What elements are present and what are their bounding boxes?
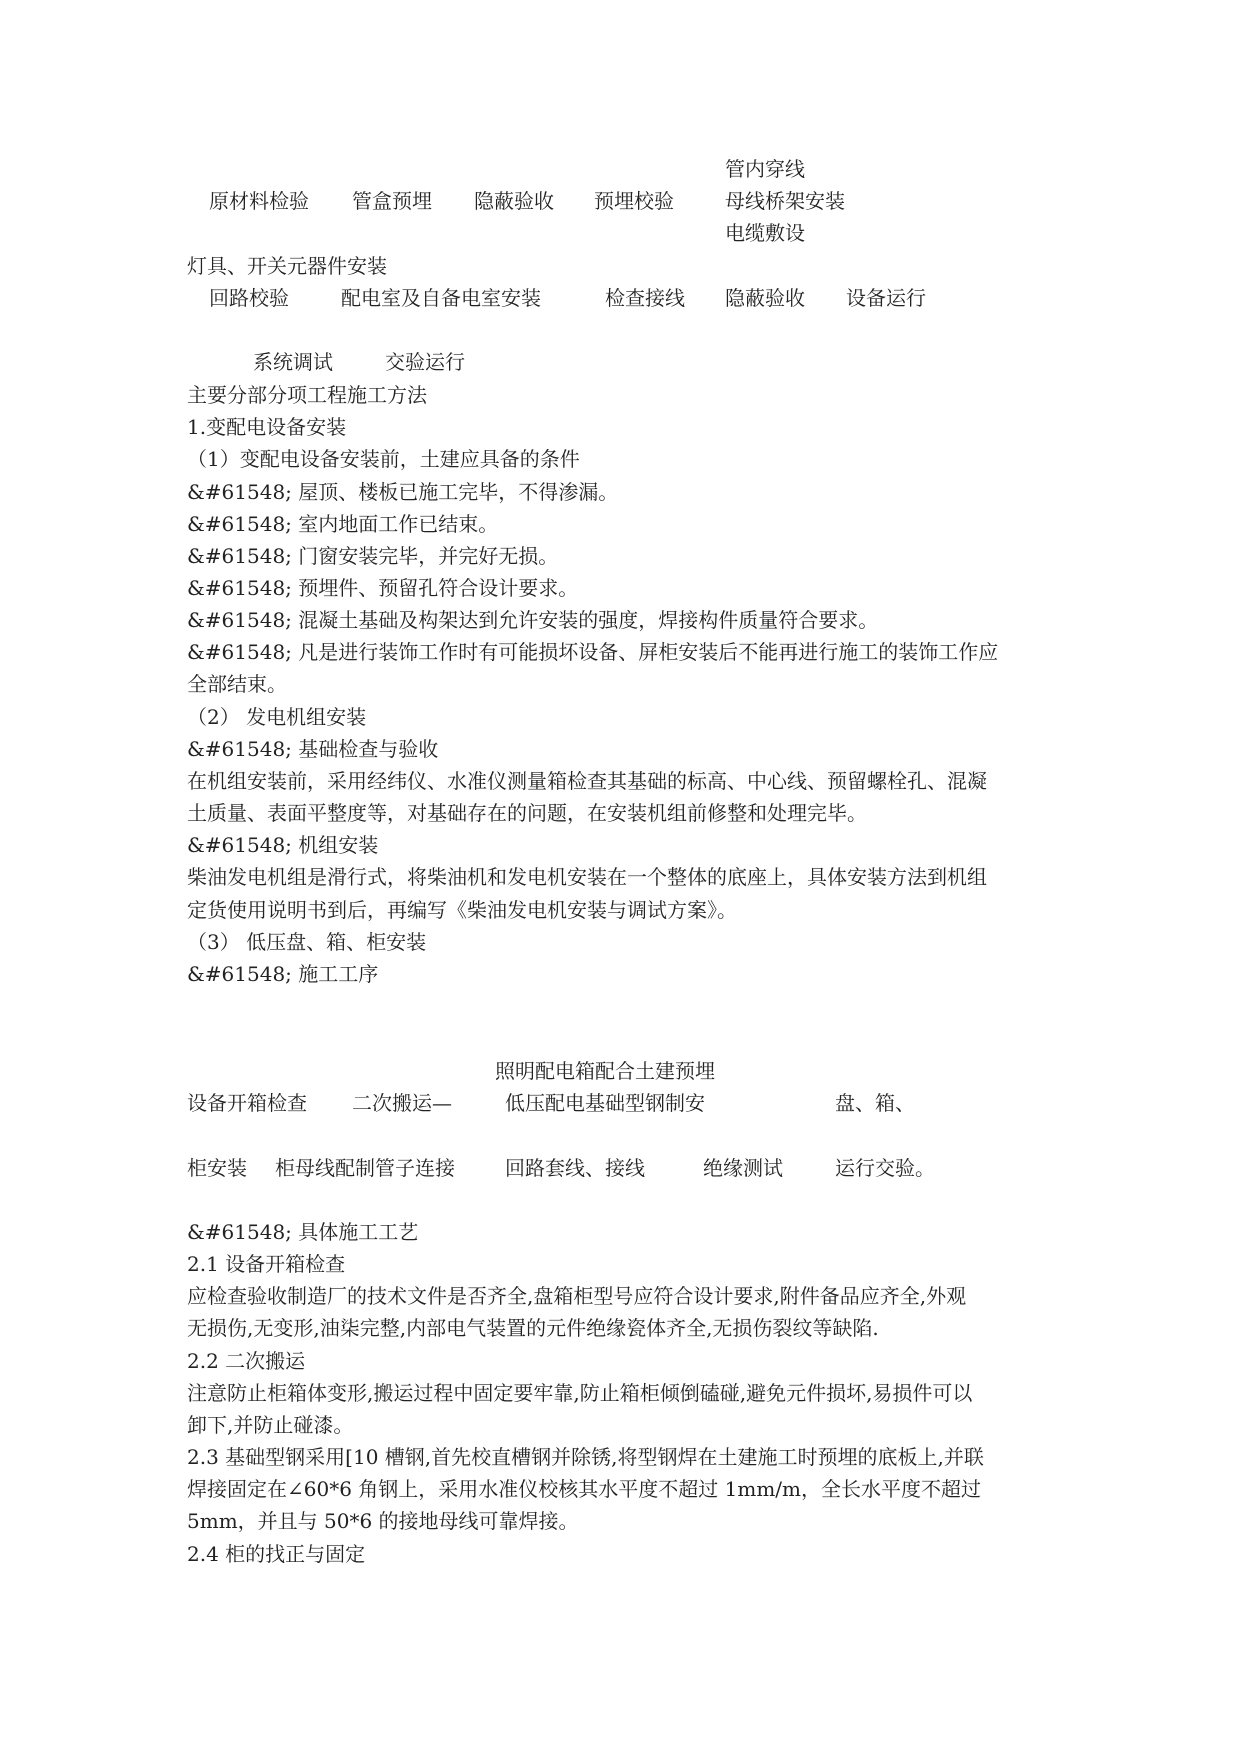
flow2-step-base-steel: 低压配电基础型钢制安 [505, 1091, 705, 1115]
paragraph-line: 注意防止柜箱体变形,搬运过程中固定要牢靠,防止箱柜倾倒磕碰,避免元件损坏,易损件可以 [187, 1381, 973, 1405]
bullet-item: &#61548; 基础检查与验收 [187, 737, 439, 761]
paragraph-line: 定货使用说明书到后，再编写《柴油发电机安装与调试方案》。 [187, 898, 737, 922]
flow-step-lighting: 灯具、开关元器件安装 [187, 254, 387, 278]
flow-step-concealed-check-2: 隐蔽验收 [725, 286, 805, 310]
flow2-step-insulation-test: 绝缘测试 [703, 1156, 783, 1180]
flow-step-handover: 交验运行 [385, 350, 465, 374]
flow-step-circuit-check: 回路校验 [209, 286, 289, 310]
subsection-2-3: 2.3 基础型钢采用[10 槽钢,首先校直槽钢并除锈,将型钢焊在土建施工时预埋的底板上,并联 [187, 1445, 984, 1469]
subsection-1-3: （3） 低压盘、箱、柜安装 [187, 930, 427, 954]
subsection-2-4: 2.4 柜的找正与固定 [187, 1542, 366, 1566]
flow2-top-label: 照明配电箱配合土建预埋 [495, 1059, 715, 1083]
flow-step-busway: 母线桥架安装 [725, 189, 845, 213]
flow2-step-busbar: 柜母线配制管子连接 [275, 1156, 455, 1180]
flow2-step-unpack: 设备开箱检查 [187, 1091, 307, 1115]
bullet-item: &#61548; 屋顶、楼板已施工完毕，不得渗漏。 [187, 480, 619, 504]
bullet-item: &#61548; 具体施工工艺 [187, 1220, 419, 1244]
flow-step-conduit-box: 管盒预埋 [352, 189, 432, 213]
subsection-2-1: 2.1 设备开箱检查 [187, 1252, 346, 1276]
bullet-item: &#61548; 机组安装 [187, 833, 379, 857]
flow2-step-transport: 二次搬运— [352, 1091, 452, 1115]
flow-step-wiring: 管内穿线 [725, 157, 805, 181]
flow-step-wire-check: 检查接线 [605, 286, 685, 310]
paragraph-line: 卸下,并防止碰漆。 [187, 1413, 354, 1437]
flow-step-raw-material: 原材料检验 [209, 189, 309, 213]
flow-step-embed-check: 预埋校验 [594, 189, 674, 213]
paragraph-line: 应检查验收制造厂的技术文件是否齐全,盘箱柜型号应符合设计要求,附件备品应齐全,外观 [187, 1284, 967, 1308]
flow2-step-circuit-wiring: 回路套线、接线 [505, 1156, 645, 1180]
paragraph-line: 5mm，并且与 50*6 的接地母线可靠焊接。 [187, 1509, 579, 1533]
subsection-1-1: （1）变配电设备安装前，土建应具备的条件 [187, 447, 580, 471]
bullet-item: &#61548; 门窗安装完毕，并完好无损。 [187, 544, 559, 568]
section-1-title: 1.变配电设备安装 [187, 415, 347, 439]
bullet-item: &#61548; 凡是进行装饰工作时有可能损坏设备、屏柜安装后不能再进行施工的装饰工作应 [187, 640, 999, 664]
paragraph-line: 柴油发电机组是滑行式，将柴油机和发电机安装在一个整体的底座上，具体安装方法到机组 [187, 865, 987, 889]
bullet-item: &#61548; 室内地面工作已结束。 [187, 512, 499, 536]
flow2-step-panel: 盘、箱、 [835, 1091, 915, 1115]
bullet-item: &#61548; 预埋件、预留孔符合设计要求。 [187, 576, 579, 600]
paragraph-line: 无损伤,无变形,油柒完整,内部电气装置的元件绝缘瓷体齐全,无损伤裂纹等缺陷. [187, 1316, 879, 1340]
paragraph-line: 土质量、表面平整度等，对基础存在的问题，在安装机组前修整和处理完毕。 [187, 801, 867, 825]
section-heading: 主要分部分项工程施工方法 [187, 383, 427, 407]
flow-step-equipment-run: 设备运行 [846, 286, 926, 310]
flow-step-power-room: 配电室及自备电室安装 [341, 286, 541, 310]
flow2-step-acceptance: 运行交验。 [835, 1156, 935, 1180]
paragraph-line: 焊接固定在∠60*6 角钢上，采用水准仪校核其水平度不超过 1mm/m，全长水平度不超过 [187, 1477, 982, 1501]
flow2-step-cabinet-install: 柜安装 [187, 1156, 247, 1180]
paragraph-line: 在机组安装前，采用经纬仪、水准仪测量箱检查其基础的标高、中心线、预留螺栓孔、混凝 [187, 769, 987, 793]
flow-step-concealed-check: 隐蔽验收 [474, 189, 554, 213]
bullet-item: &#61548; 施工工序 [187, 962, 379, 986]
bullet-continuation: 全部结束。 [187, 672, 287, 696]
subsection-1-2: （2） 发电机组安装 [187, 705, 367, 729]
flow-step-system-debug: 系统调试 [253, 350, 333, 374]
flow-step-cable: 电缆敷设 [725, 221, 805, 245]
subsection-2-2: 2.2 二次搬运 [187, 1349, 306, 1373]
bullet-item: &#61548; 混凝土基础及构架达到允许安装的强度，焊接构件质量符合要求。 [187, 608, 879, 632]
